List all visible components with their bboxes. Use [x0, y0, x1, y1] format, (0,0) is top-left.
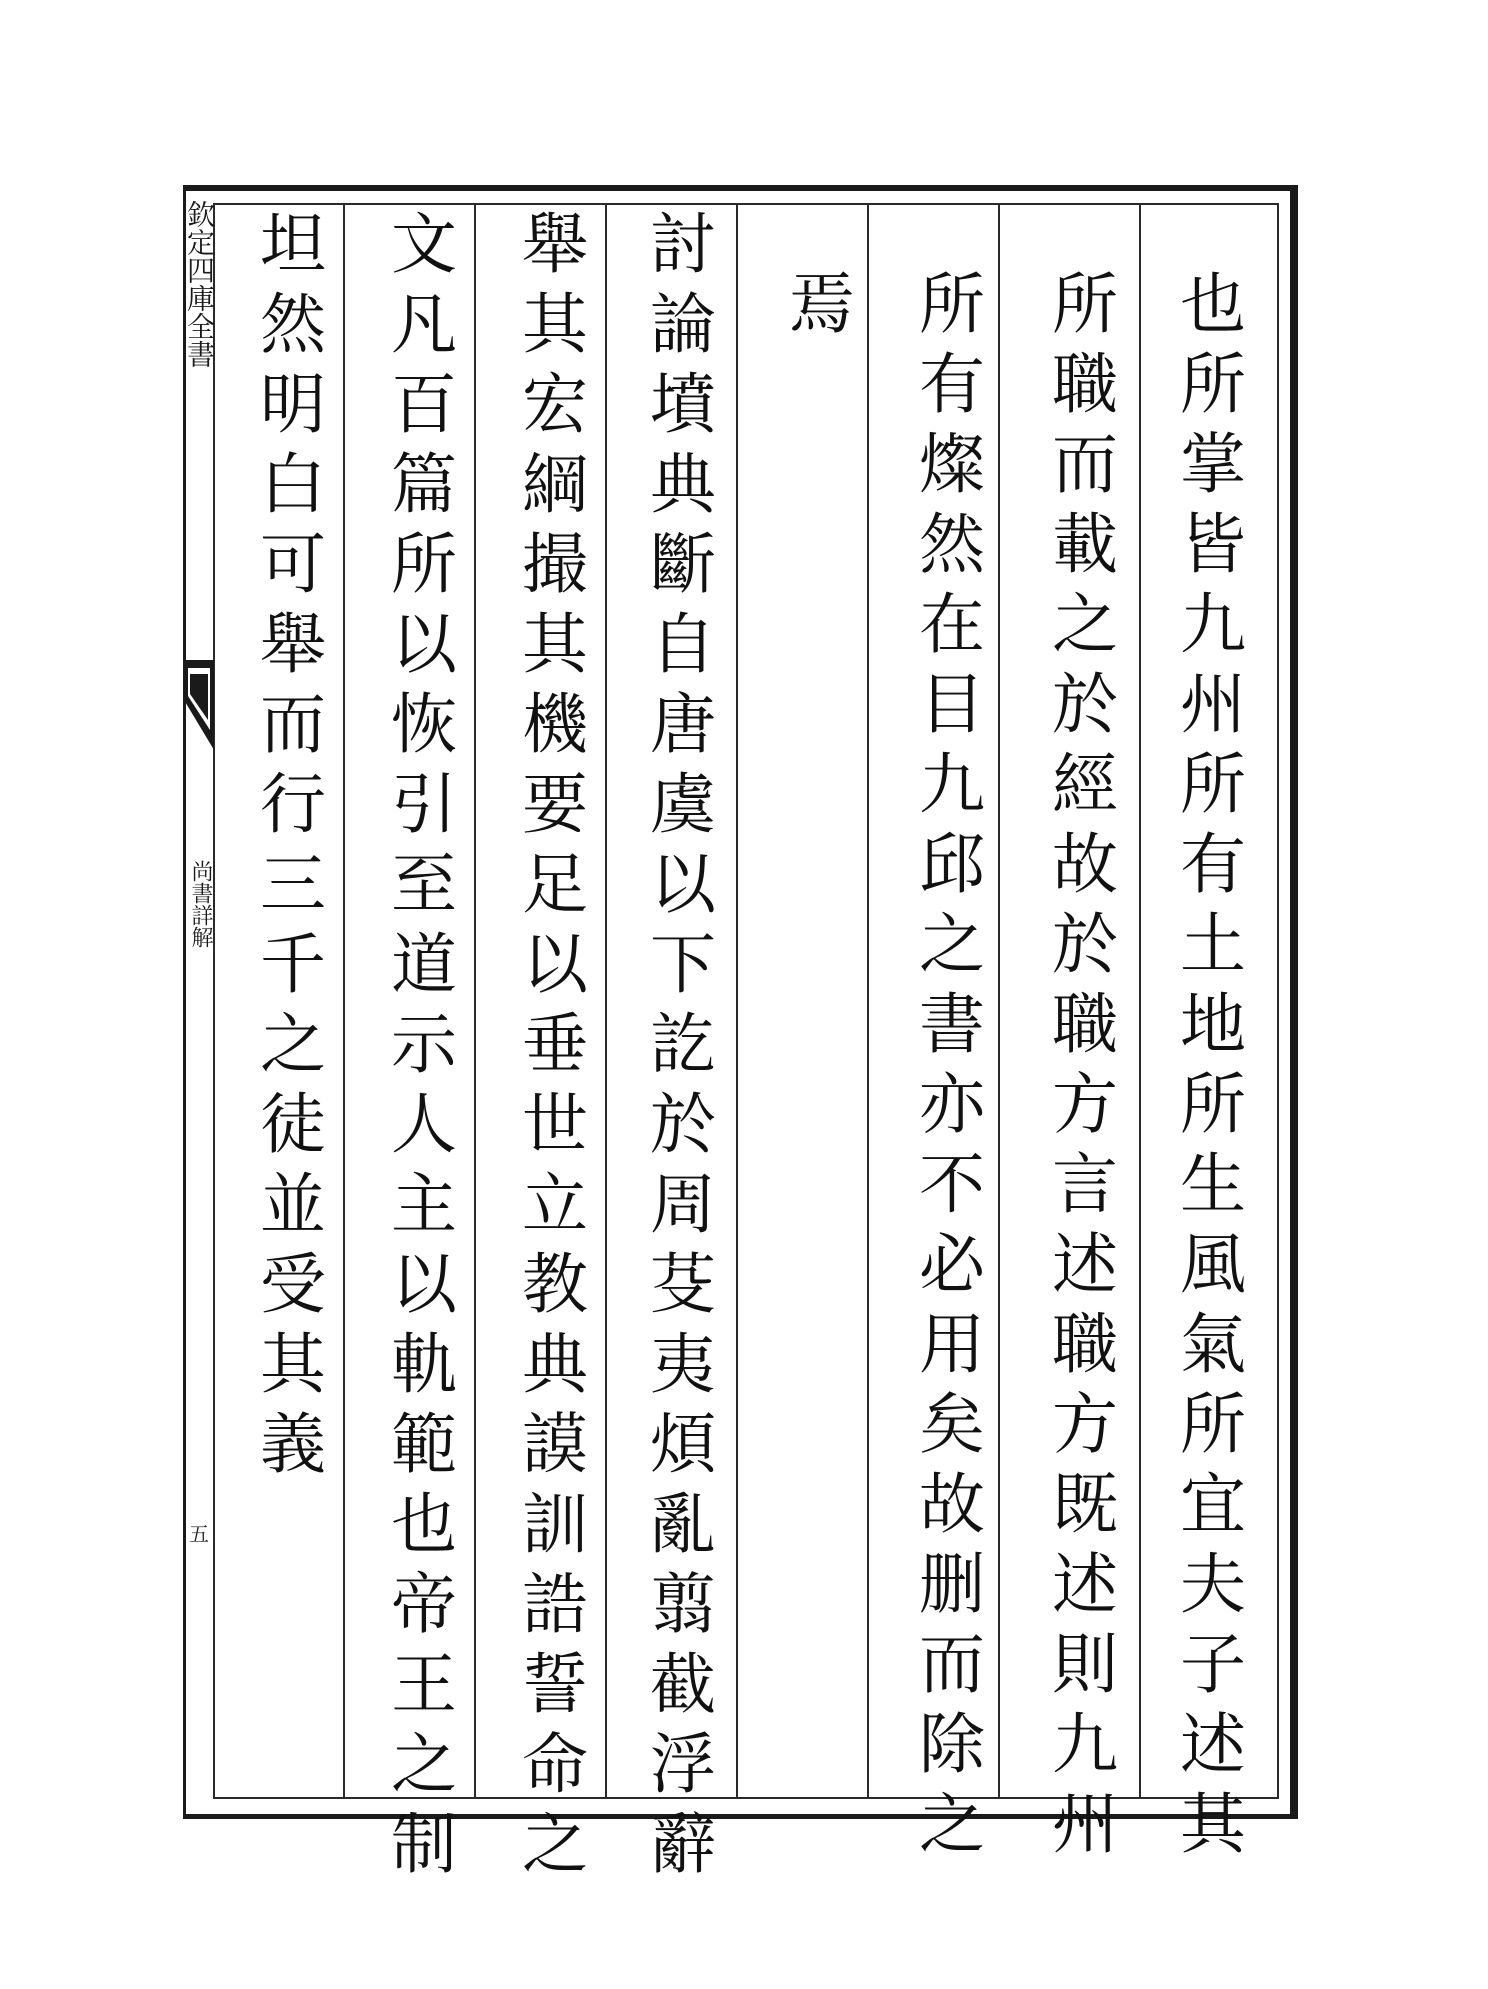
text-character: 夫 — [1180, 1546, 1246, 1623]
text-character: 州 — [1180, 666, 1246, 743]
text-column-8 — [238, 205, 348, 1485]
text-character: 焉 — [789, 266, 855, 343]
column-rule — [867, 205, 869, 1797]
text-column-7 — [369, 205, 479, 1885]
text-character: 土 — [1180, 906, 1246, 983]
text-character: 以 — [522, 926, 588, 1003]
text-character: 所 — [1180, 746, 1246, 823]
text-character: 亦 — [919, 1066, 985, 1143]
text-character: 截 — [650, 1646, 716, 1723]
text-column-1 — [1158, 265, 1268, 1865]
text-character: 煩 — [650, 1406, 716, 1483]
text-character: 訖 — [650, 1006, 716, 1083]
text-character: 述 — [1180, 1706, 1246, 1783]
text-character: 之 — [919, 906, 985, 983]
text-character: 所 — [391, 526, 457, 603]
text-character: 教 — [522, 1246, 588, 1323]
text-character: 九 — [1180, 586, 1246, 663]
text-character: 範 — [391, 1406, 457, 1483]
text-character: 夷 — [650, 1326, 716, 1403]
text-character: 人 — [391, 1086, 457, 1163]
text-character: 之 — [391, 1726, 457, 1803]
text-character: 坦 — [260, 206, 326, 283]
text-character: 道 — [391, 926, 457, 1003]
text-character: 王 — [391, 1646, 457, 1723]
text-character: 白 — [260, 446, 326, 523]
text-character: 而 — [1052, 426, 1118, 503]
text-character: 恢 — [391, 686, 457, 763]
text-character: 凡 — [391, 286, 457, 363]
text-character: 載 — [1052, 506, 1118, 583]
text-character: 皆 — [1180, 506, 1246, 583]
text-character: 其 — [522, 606, 588, 683]
text-character: 於 — [650, 1086, 716, 1163]
text-character: 徒 — [260, 1086, 326, 1163]
text-character: 所 — [1180, 1066, 1246, 1143]
text-character: 舉 — [522, 206, 588, 283]
text-column-2 — [1030, 265, 1140, 1865]
text-character: 經 — [1052, 746, 1118, 823]
text-character: 受 — [260, 1246, 326, 1323]
text-character: 討 — [650, 206, 716, 283]
text-character: 之 — [919, 1786, 985, 1863]
text-character: 以 — [391, 606, 457, 683]
text-character: 方 — [1052, 1066, 1118, 1143]
text-character: 必 — [919, 1226, 985, 1303]
text-character: 言 — [1052, 1146, 1118, 1223]
text-character: 氣 — [1180, 1306, 1246, 1383]
text-character: 虞 — [650, 766, 716, 843]
text-character: 義 — [260, 1406, 326, 1483]
text-character: 職 — [1052, 986, 1118, 1063]
text-character: 斷 — [650, 526, 716, 603]
text-character: 明 — [260, 366, 326, 443]
text-character: 矣 — [919, 1386, 985, 1463]
text-column-6 — [500, 205, 610, 1885]
margin-page-number: 五 — [189, 1522, 209, 1546]
text-character: 有 — [919, 346, 985, 423]
text-character: 機 — [522, 686, 588, 763]
text-character: 要 — [522, 766, 588, 843]
text-character: 燦 — [919, 426, 985, 503]
margin-collection-title-text: 欽定四庫全書 — [183, 200, 216, 368]
text-character: 故 — [919, 1466, 985, 1543]
text-character: 也 — [1180, 266, 1246, 343]
text-character: 行 — [260, 766, 326, 843]
text-character: 書 — [919, 986, 985, 1063]
text-character: 舉 — [260, 606, 326, 683]
text-character: 其 — [1180, 1786, 1246, 1863]
text-character: 之 — [522, 1806, 588, 1883]
text-character: 以 — [391, 1246, 457, 1323]
text-character: 至 — [391, 846, 457, 923]
text-character: 九 — [919, 746, 985, 823]
text-character: 掌 — [1180, 426, 1246, 503]
text-character: 述 — [1052, 1226, 1118, 1303]
text-character: 芟 — [650, 1246, 716, 1323]
text-character: 訓 — [522, 1486, 588, 1563]
text-character: 下 — [650, 926, 716, 1003]
text-character: 千 — [260, 926, 326, 1003]
text-character: 辭 — [650, 1806, 716, 1883]
text-character: 誥 — [522, 1566, 588, 1643]
text-character: 撮 — [522, 526, 588, 603]
text-character: 不 — [919, 1146, 985, 1223]
text-character: 於 — [1052, 906, 1118, 983]
text-character: 其 — [522, 286, 588, 363]
text-character: 唐 — [650, 686, 716, 763]
text-character: 命 — [522, 1726, 588, 1803]
text-character: 論 — [650, 286, 716, 363]
text-character: 故 — [1052, 826, 1118, 903]
text-character: 宜 — [1180, 1466, 1246, 1543]
text-character: 地 — [1180, 986, 1246, 1063]
text-character: 可 — [260, 526, 326, 603]
text-character: 文 — [391, 206, 457, 283]
text-character: 浮 — [650, 1726, 716, 1803]
text-column-4 — [767, 265, 877, 345]
text-character: 邱 — [919, 826, 985, 903]
text-character: 主 — [391, 1166, 457, 1243]
text-character: 自 — [650, 606, 716, 683]
text-character: 而 — [260, 686, 326, 763]
margin-book-title — [187, 860, 213, 948]
text-character: 墳 — [650, 366, 716, 443]
text-character: 在 — [919, 586, 985, 663]
text-character: 立 — [522, 1166, 588, 1243]
text-character: 删 — [919, 1546, 985, 1623]
text-character: 目 — [919, 666, 985, 743]
text-character: 所 — [1180, 1386, 1246, 1463]
text-character: 用 — [919, 1306, 985, 1383]
margin-book-title-text: 尚書詳解 — [188, 860, 213, 948]
text-character: 以 — [650, 846, 716, 923]
text-character: 典 — [650, 446, 716, 523]
text-character: 九 — [1052, 1706, 1118, 1783]
text-character: 除 — [919, 1706, 985, 1783]
text-character: 述 — [1052, 1546, 1118, 1623]
text-character: 子 — [1180, 1626, 1246, 1703]
text-character: 制 — [391, 1806, 457, 1883]
text-character: 之 — [1052, 586, 1118, 663]
text-character: 世 — [522, 1086, 588, 1163]
text-character: 宏 — [522, 366, 588, 443]
text-character: 於 — [1052, 666, 1118, 743]
text-character: 垂 — [522, 1006, 588, 1083]
text-character: 謨 — [522, 1406, 588, 1483]
text-character: 然 — [260, 286, 326, 363]
text-character: 綱 — [522, 446, 588, 523]
text-character: 示 — [391, 1006, 457, 1083]
text-character: 然 — [919, 506, 985, 583]
text-character: 州 — [1052, 1786, 1118, 1863]
text-character: 篇 — [391, 446, 457, 523]
text-character: 並 — [260, 1166, 326, 1243]
text-character: 職 — [1052, 1306, 1118, 1383]
text-column-3 — [897, 265, 1007, 1865]
text-character: 周 — [650, 1166, 716, 1243]
text-character: 百 — [391, 366, 457, 443]
text-character: 軌 — [391, 1326, 457, 1403]
text-character: 職 — [1052, 346, 1118, 423]
text-character: 有 — [1180, 826, 1246, 903]
text-character: 其 — [260, 1326, 326, 1403]
text-character: 也 — [391, 1486, 457, 1563]
text-character: 所 — [1180, 346, 1246, 423]
text-character: 翦 — [650, 1566, 716, 1643]
text-column-5 — [628, 205, 738, 1885]
text-character: 帝 — [391, 1566, 457, 1643]
text-character: 典 — [522, 1326, 588, 1403]
margin-collection-title — [184, 200, 214, 368]
text-character: 誓 — [522, 1646, 588, 1723]
text-character: 足 — [522, 846, 588, 923]
text-character: 所 — [919, 266, 985, 343]
text-character: 之 — [260, 1006, 326, 1083]
text-character: 既 — [1052, 1466, 1118, 1543]
text-character: 則 — [1052, 1626, 1118, 1703]
text-character: 所 — [1052, 266, 1118, 343]
text-character: 引 — [391, 766, 457, 843]
text-character: 而 — [919, 1626, 985, 1703]
text-character: 方 — [1052, 1386, 1118, 1463]
text-character: 風 — [1180, 1226, 1246, 1303]
text-character: 亂 — [650, 1486, 716, 1563]
text-character: 三 — [260, 846, 326, 923]
text-character: 生 — [1180, 1146, 1246, 1223]
fish-tail-mark-icon — [184, 640, 214, 760]
